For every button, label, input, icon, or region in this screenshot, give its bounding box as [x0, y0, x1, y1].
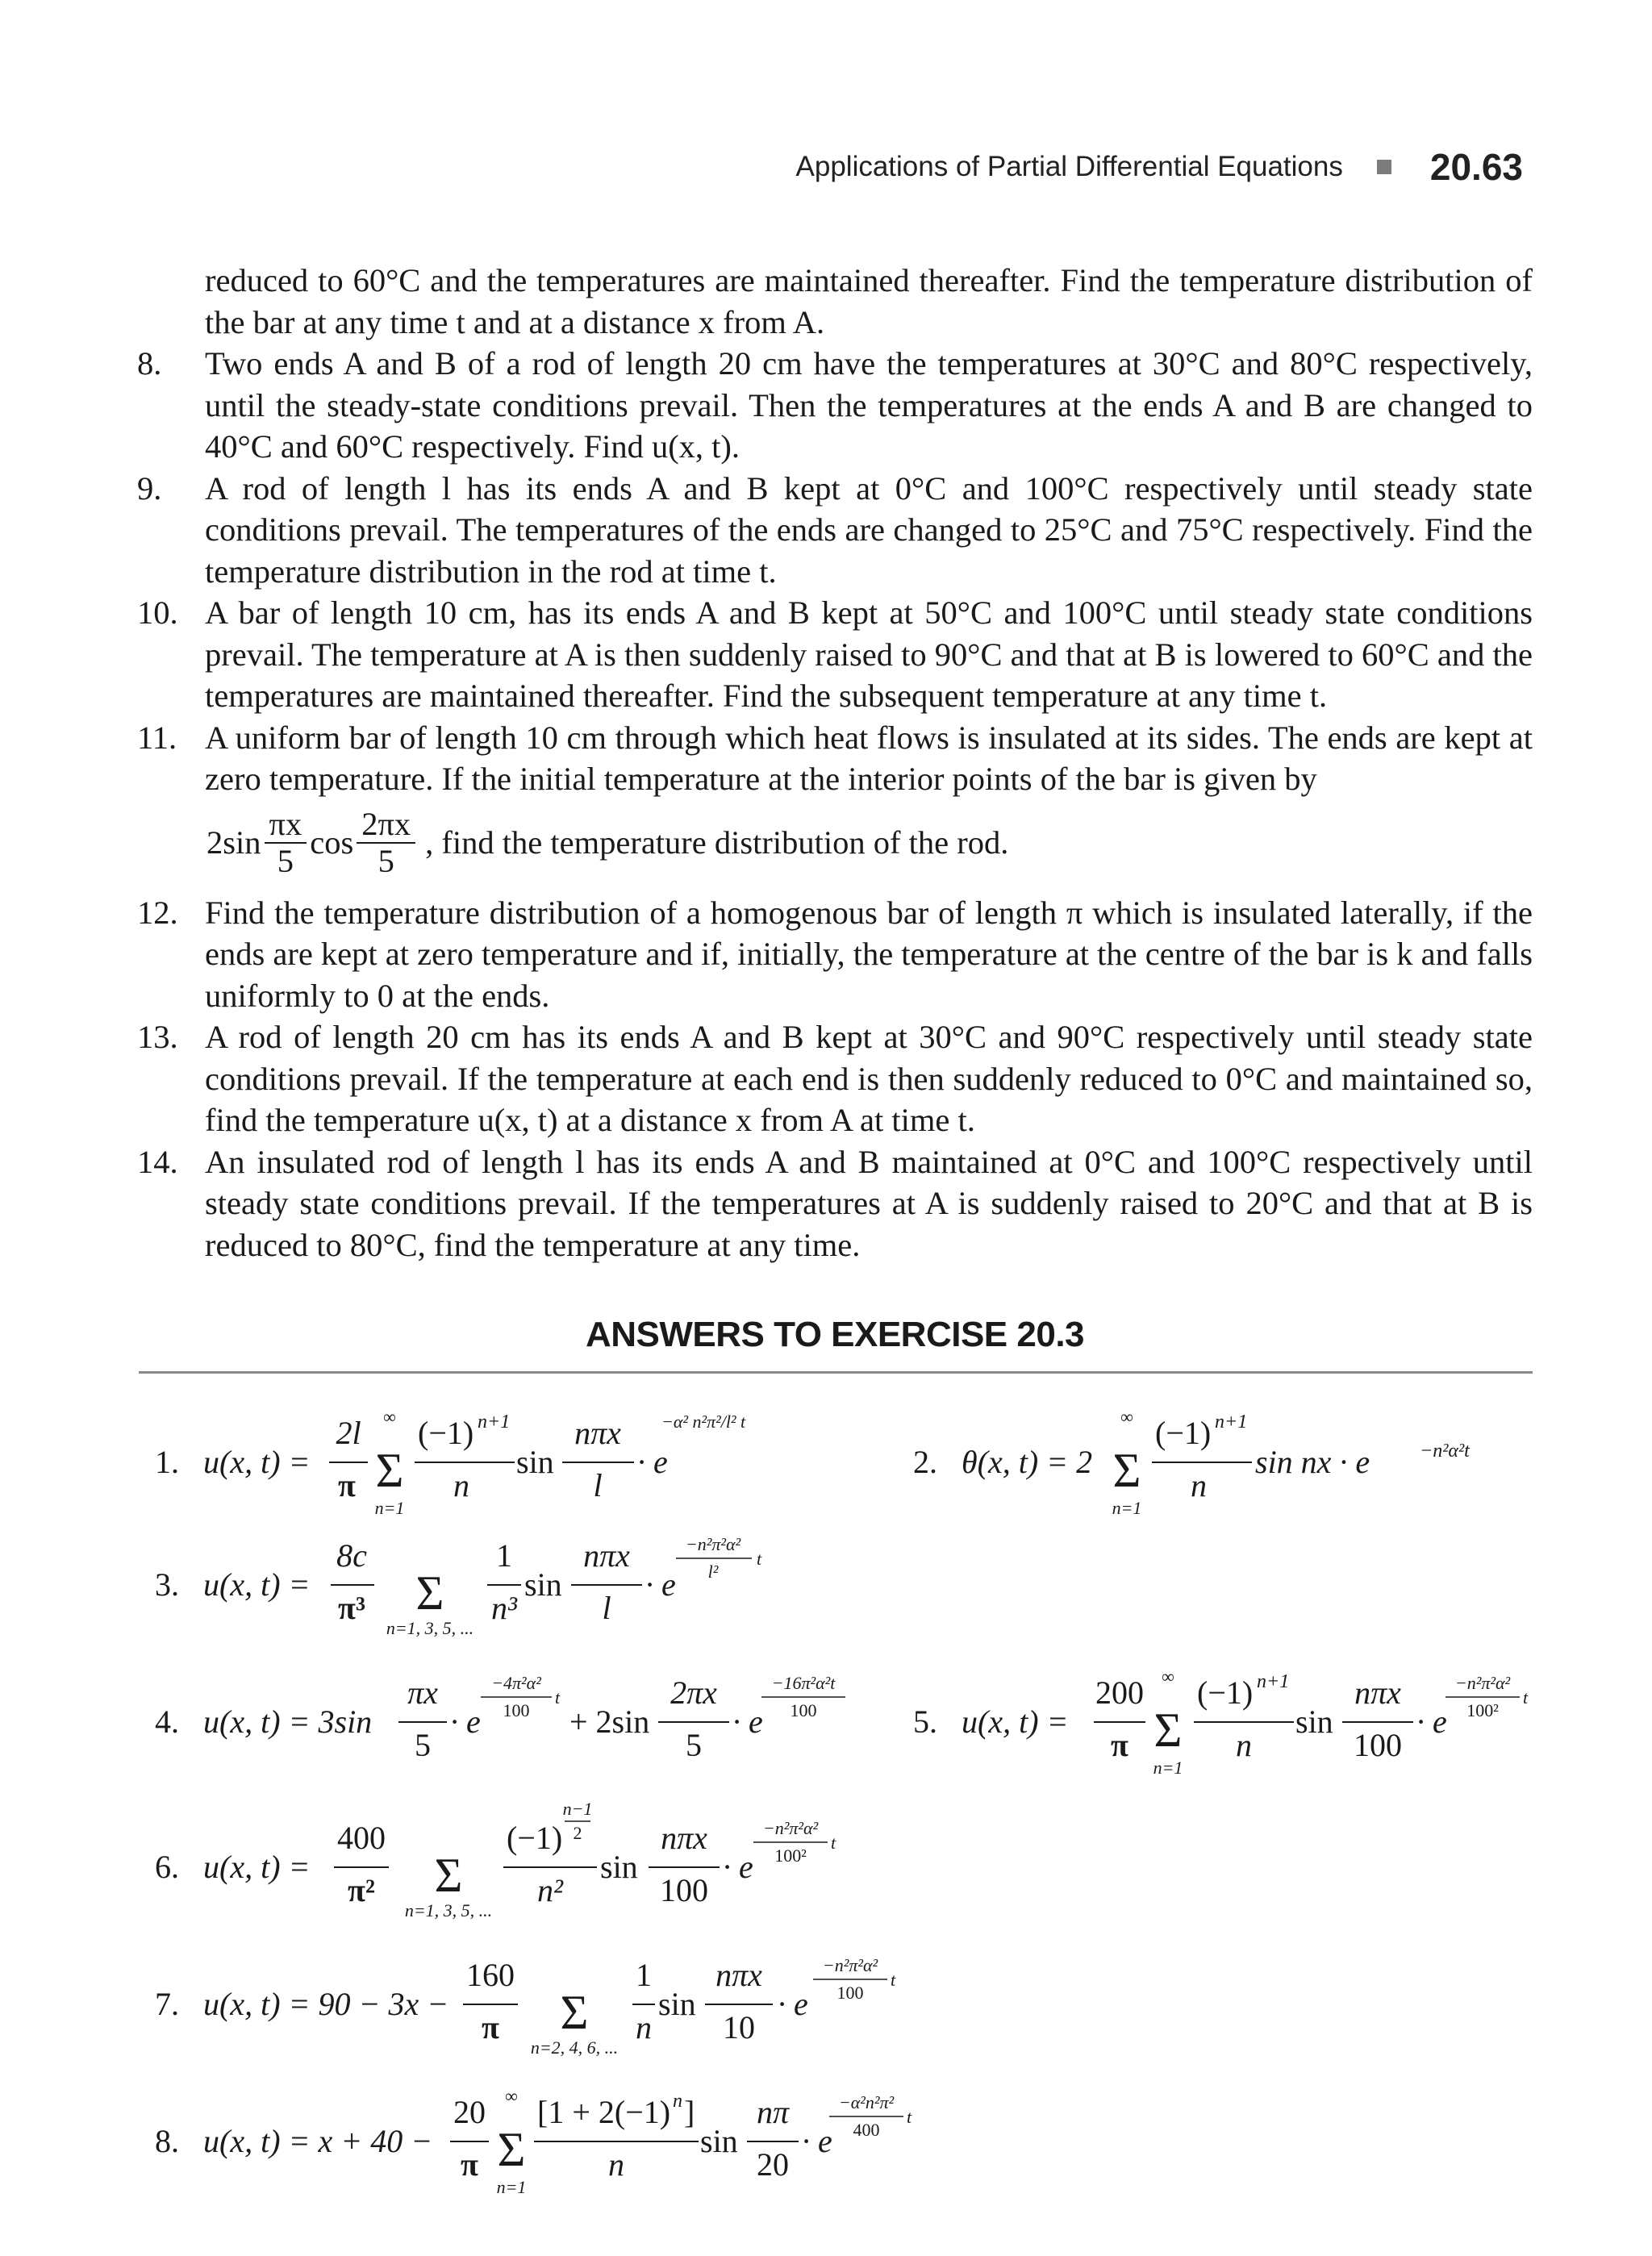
svg-text:· e: · e [802, 2123, 832, 2159]
svg-text:]: ] [684, 2094, 695, 2130]
answer-8 [155, 2086, 912, 2197]
svg-text:(−1): (−1) [418, 1415, 474, 1451]
answer-6 [155, 1799, 836, 1920]
svg-text:· e: · e [645, 1566, 676, 1603]
svg-text:−4π²α²: −4π²α² [491, 1673, 541, 1693]
svg-text:sin: sin [658, 1986, 696, 2022]
svg-text:θ(x, t) = 2: θ(x, t) = 2 [962, 1444, 1093, 1480]
svg-text:1: 1 [496, 1537, 512, 1574]
svg-text:πx: πx [407, 1674, 438, 1711]
svg-text:n: n [453, 1467, 469, 1503]
answer-4 [155, 1673, 845, 1763]
svg-text:2: 2 [573, 1823, 582, 1843]
problem-text: A uniform bar of length 10 cm through which heat flows is insulated at its sides. The ends are kept at zero temperature. If the initial temperature at the interior points of the bar is given by [205, 719, 1533, 797]
svg-text:u(x, t) =: u(x, t) = [203, 1849, 311, 1885]
svg-text:π: π [482, 2009, 499, 2045]
svg-text:u(x, t) =: u(x, t) = [203, 1566, 311, 1603]
svg-text:5: 5 [686, 1727, 702, 1763]
svg-text:sin: sin [700, 2123, 738, 2159]
svg-text:· e: · e [778, 1986, 808, 2022]
svg-text:100: 100 [836, 1983, 864, 2003]
svg-text:n=1, 3, 5, ...: n=1, 3, 5, ... [386, 1618, 474, 1638]
svg-text:n: n [1191, 1467, 1207, 1503]
problem-number: 11. [137, 719, 177, 756]
svg-text:−n²π²α²: −n²π²α² [1454, 1673, 1511, 1693]
svg-text:l: l [602, 1590, 611, 1626]
svg-text:1.: 1. [155, 1444, 179, 1480]
problem-number: 9. [137, 469, 162, 507]
problem-number: 8. [137, 345, 162, 382]
svg-text:nπx: nπx [1354, 1674, 1401, 1711]
svg-text:n: n [1236, 1727, 1252, 1763]
svg-text:sin: sin [524, 1566, 562, 1603]
svg-text:n: n [673, 2091, 682, 2112]
svg-text:n−1: n−1 [562, 1799, 593, 1819]
svg-text:t: t [757, 1549, 762, 1569]
svg-text:t: t [907, 2107, 912, 2127]
svg-text:n+1: n+1 [478, 1412, 511, 1432]
svg-text:π: π [338, 1467, 356, 1503]
svg-text:(−1): (−1) [1155, 1415, 1212, 1451]
svg-text:nπx: nπx [583, 1537, 630, 1574]
svg-text:n=1: n=1 [496, 2177, 527, 2197]
problem-text: A bar of length 10 cm, has its ends A and B kept at 50°C and 100°C until steady state conditions prevail. The temperature at A is then suddenly raised to 90°C and that at B is lowered to 60°C and the temperatures are maintained thereafter. Find the subsequent temperature at any time t. [205, 594, 1533, 714]
svg-text:· e: · e [723, 1849, 753, 1885]
svg-text:nπx: nπx [574, 1415, 621, 1451]
sigma-icon: Σ [560, 1986, 589, 2039]
sigma-icon: Σ [497, 2123, 526, 2176]
svg-text:π: π [1111, 1727, 1128, 1763]
svg-text:sin: sin [1295, 1703, 1333, 1740]
svg-text:sin: sin [600, 1849, 638, 1885]
problem-number: 14. [137, 1143, 178, 1180]
fraction: $\frac{2\pi x}{5}$ [357, 807, 415, 879]
svg-text:∞: ∞ [383, 1407, 396, 1427]
svg-text:−α²n²π²: −α²n²π² [838, 2092, 895, 2112]
svg-text:+ 2sin: + 2sin [569, 1703, 650, 1740]
svg-text:−α² n²π²/l² t: −α² n²π²/l² t [661, 1412, 746, 1432]
svg-text:[1 + 2(−1): [1 + 2(−1) [537, 2094, 671, 2130]
svg-text:π²: π² [348, 1872, 375, 1908]
svg-text:7.: 7. [155, 1986, 179, 2022]
svg-text:t: t [831, 1833, 836, 1853]
problem-text: Find the temperature distribution of a homogenous bar of length π which is insulated laterally, if the ends are kept at zero temperature and if, initially, the temperature at the centre of the bar is k and falls uniformly to 0 at the ends. [205, 894, 1533, 1014]
fraction: $\frac{\pi x}{5}$ [265, 807, 307, 879]
svg-text:2l: 2l [336, 1415, 361, 1451]
answer-5 [913, 1666, 1529, 1778]
answer-7 [155, 1955, 896, 2058]
svg-text:nπx: nπx [715, 1957, 762, 1993]
svg-text:100: 100 [503, 1700, 530, 1720]
svg-text:n³: n³ [491, 1590, 517, 1626]
svg-text:n+1: n+1 [1215, 1412, 1248, 1432]
svg-text:4.: 4. [155, 1703, 179, 1740]
svg-text:n+1: n+1 [1257, 1671, 1290, 1692]
sigma-icon: Σ [1153, 1703, 1183, 1757]
svg-text:n=1: n=1 [1112, 1498, 1142, 1518]
svg-text:−n²α²t: −n²α²t [1420, 1441, 1470, 1462]
svg-text:200: 200 [1095, 1674, 1144, 1711]
svg-text:u(x, t) = 90 − 3x −: u(x, t) = 90 − 3x − [203, 1986, 449, 2022]
svg-text:10: 10 [723, 2009, 755, 2045]
svg-text:−n²π²α²: −n²π²α² [822, 1955, 878, 1975]
svg-text:(−1): (−1) [1197, 1674, 1254, 1711]
svg-text:sin: sin [516, 1444, 554, 1480]
svg-text:100: 100 [1354, 1727, 1402, 1763]
svg-text:2πx: 2πx [670, 1674, 717, 1711]
problem-text: A rod of length 20 cm has its ends A and B kept at 30°C and 90°C respectively until steady state conditions prevail. If the temperature at each end is then suddenly reduced to 0°C and maintained so, find the temperature u(x, t) at a distance x from A at time t. [205, 1019, 1533, 1138]
svg-text:∞: ∞ [1120, 1407, 1133, 1427]
svg-text:2.: 2. [913, 1444, 937, 1480]
problem-text: reduced to 60°C and the temperatures are maintained thereafter. Find the temperature distribution of the bar at any time t and at a distance x from A. [205, 262, 1533, 340]
svg-text:20: 20 [757, 2146, 789, 2183]
svg-text:1: 1 [636, 1957, 652, 1993]
svg-text:400: 400 [853, 2120, 880, 2140]
chapter-title: Applications of Partial Differential Equations [795, 151, 1343, 182]
svg-text:−n²π²α²: −n²π²α² [762, 1818, 819, 1838]
svg-text:π³: π³ [338, 1590, 365, 1626]
svg-text:· e: · e [450, 1703, 481, 1740]
problem-number: 12. [137, 894, 178, 931]
svg-text:sin nx · e: sin nx · e [1255, 1444, 1370, 1480]
svg-text:u(x, t) = x + 40 −: u(x, t) = x + 40 − [203, 2123, 433, 2159]
svg-text:8.: 8. [155, 2123, 179, 2159]
sigma-icon: Σ [375, 1444, 404, 1497]
svg-text:u(x, t) =: u(x, t) = [203, 1444, 311, 1480]
sigma-icon: Σ [1112, 1444, 1141, 1497]
svg-text:8c: 8c [336, 1537, 367, 1574]
svg-text:−n²π²α²: −n²π²α² [685, 1534, 741, 1554]
answers-heading: ANSWERS TO EXERCISE 20.3 [585, 1315, 1085, 1354]
problem-text: An insulated rod of length l has its ends A and B maintained at 0°C and 100°C respectively until steady state conditions prevail. If the temperatures at A is suddenly raised to 20°C and that at B is reduced to 80°C, find the temperature at any time. [205, 1143, 1533, 1263]
svg-text:nπx: nπx [661, 1820, 707, 1856]
svg-text:100: 100 [660, 1872, 708, 1908]
svg-text:∞: ∞ [505, 2086, 518, 2106]
svg-text:nπ: nπ [756, 2094, 790, 2130]
svg-text:100²: 100² [774, 1845, 807, 1866]
svg-text:l: l [593, 1467, 603, 1503]
answer-1 [155, 1407, 746, 1518]
svg-text:u(x, t) =: u(x, t) = [962, 1703, 1069, 1740]
svg-text:∞: ∞ [1162, 1666, 1174, 1687]
problem-text: A rod of length l has its ends A and B kept at 0°C and 100°C respectively until steady state conditions prevail. The temperatures of the ends are changed to 25°C and 75°C respectively. Find the temperature distribution in the rod at time t. [205, 469, 1533, 590]
svg-text:· e: · e [1416, 1703, 1447, 1740]
svg-text:3.: 3. [155, 1566, 179, 1603]
svg-text:· e: · e [732, 1703, 763, 1740]
svg-text:t: t [1523, 1687, 1529, 1708]
svg-text:n=1, 3, 5, ...: n=1, 3, 5, ... [404, 1900, 493, 1920]
svg-text:n=1: n=1 [1153, 1758, 1183, 1778]
svg-text:(−1): (−1) [507, 1820, 563, 1856]
answer-3 [155, 1534, 762, 1638]
sigma-icon: Σ [434, 1849, 463, 1902]
answer-2 [913, 1407, 1471, 1518]
svg-text:6.: 6. [155, 1849, 179, 1885]
svg-text:t: t [891, 1970, 896, 1990]
svg-text:π: π [461, 2146, 478, 2183]
problem-number: 10. [137, 594, 178, 631]
problem-text: Two ends A and B of a rod of length 20 cm have the temperatures at 30°C and 80°C respectively, until the steady-state conditions prevail. Then the temperatures at the ends A and B are changed to 40°C and 60°C respectively. Find u(x, t). [205, 345, 1533, 465]
svg-text:5: 5 [415, 1727, 431, 1763]
svg-text:l²: l² [707, 1562, 719, 1582]
svg-text:n²: n² [537, 1872, 563, 1908]
svg-text:n=2, 4, 6, ...: n=2, 4, 6, ... [530, 2037, 619, 2058]
svg-text:5.: 5. [913, 1703, 937, 1740]
problem-11-formula: 2sin $\frac{\pi x}{5}$ cos $\frac{2\pi x}{5}$ , find the temperature distribution of the rod. [206, 805, 1009, 879]
svg-text:n: n [608, 2146, 624, 2183]
problem-number: 13. [137, 1019, 178, 1055]
svg-text:100²: 100² [1466, 1700, 1499, 1720]
svg-text:n=1: n=1 [374, 1498, 405, 1518]
svg-text:t: t [555, 1687, 561, 1708]
svg-text:−16π²α²t: −16π²α²t [771, 1673, 836, 1693]
svg-text:n: n [636, 2009, 652, 2045]
svg-text:100: 100 [790, 1700, 817, 1720]
svg-text:· e: · e [637, 1444, 668, 1480]
svg-text:u(x, t) = 3sin: u(x, t) = 3sin [203, 1703, 373, 1740]
svg-text:160: 160 [466, 1957, 515, 1993]
svg-text:400: 400 [337, 1820, 386, 1856]
sigma-icon: Σ [415, 1566, 444, 1620]
svg-text:20: 20 [453, 2094, 486, 2130]
page-number: 20.63 [1429, 146, 1523, 188]
